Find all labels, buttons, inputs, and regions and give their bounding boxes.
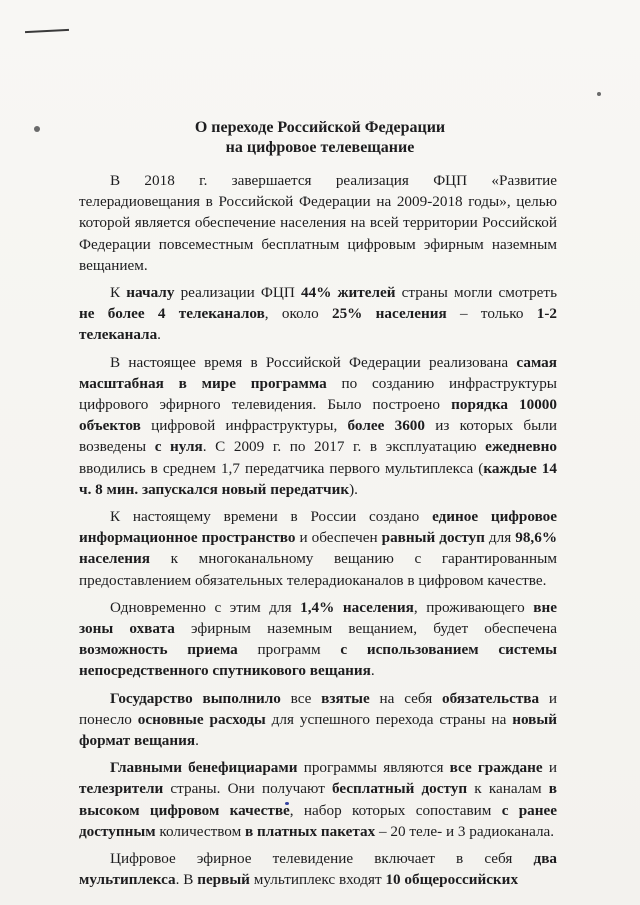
- text-run: ).: [349, 480, 358, 498]
- paragraph-8: [79, 848, 557, 890]
- pen-mark: [25, 29, 69, 33]
- bold-text: вне зоны охвата: [79, 598, 557, 638]
- paragraph-5: [79, 597, 557, 682]
- text-run: .: [157, 326, 161, 344]
- bold-text: Главными бенефициарами: [110, 759, 298, 777]
- text-run: из которых были возведены: [79, 417, 558, 456]
- text-run: эфирным наземным вещанием, будет обеспечена: [174, 620, 557, 638]
- paragraph-1: [79, 170, 557, 276]
- bold-text: все граждане: [449, 759, 543, 777]
- paragraph-7: [79, 757, 557, 842]
- bold-text: бесплатный доступ: [331, 780, 468, 798]
- bold-text: 44% жителей: [301, 284, 396, 302]
- text-run: вводились в среднем 1,7 передатчика первого мультиплекса (: [79, 459, 484, 477]
- text-run: В 2018 г. завершается реализация ФЦП «Развитие телерадиовещания в Российской Федерации на 2009-2018 годы», целью которой является обеспечение населения на всей территории Российской Федерации повсеместным бесплатным цифровым эфирным наземным вещанием.: [79, 172, 557, 274]
- text-run: мультиплекс входят: [249, 871, 386, 889]
- text-run: программ: [237, 641, 341, 659]
- bold-text: единое цифровое информационное пространство: [79, 508, 557, 547]
- text-run: к многоканальному вещанию с гарантированным предоставлением обязательных телерадиоканалов в цифровом качестве.: [79, 550, 557, 589]
- text-run: страны могли смотреть: [395, 284, 557, 302]
- title-line-1: О переходе Российской Федерации: [194, 119, 446, 136]
- bold-text: возможность приема: [79, 641, 238, 659]
- bold-text: с нуля: [154, 438, 203, 456]
- page-title: [0, 118, 640, 158]
- bold-text: обязательства: [442, 689, 540, 707]
- text-run: цифровой инфраструктуры,: [140, 417, 348, 435]
- text-run: – только: [446, 305, 537, 323]
- text-run: В настоящее время в Российской Федерации реализована: [110, 353, 517, 371]
- bold-text: не более 4 телеканалов: [79, 305, 265, 323]
- bold-text: новый формат вещания: [79, 710, 557, 750]
- bold-text: первый: [197, 871, 250, 889]
- bold-text: с ранее доступным: [79, 801, 558, 840]
- text-run: страны. Они получают: [163, 780, 332, 798]
- bold-text: ежедневно: [485, 438, 557, 456]
- bold-text: основные расходы: [137, 710, 266, 728]
- text-run: программы являются: [297, 759, 450, 777]
- text-run: – 20 теле- и 3 радиоканала.: [375, 822, 555, 840]
- bold-text: 98,6% населения: [79, 529, 557, 568]
- bold-text: каждые 14 ч. 8 мин. запускался новый передатчик: [79, 459, 557, 498]
- text-run: , проживающего: [413, 598, 534, 616]
- text-run: для успешного перехода страны на: [265, 710, 513, 728]
- bold-text: два мультиплекса: [79, 850, 557, 889]
- text-run: и: [542, 759, 557, 777]
- bold-text: телезрители: [79, 780, 164, 798]
- paragraph-4: [79, 506, 557, 591]
- bold-text: более 3600: [347, 417, 425, 435]
- title-line-2: на цифровое телевещание: [225, 139, 415, 156]
- document-body: [79, 170, 557, 897]
- text-run: Цифровое эфирное телевидение включает в себя: [110, 850, 534, 868]
- text-run: количеством: [155, 822, 245, 840]
- bold-text: 10 общероссийских: [385, 871, 519, 889]
- text-run: и понесло: [79, 689, 558, 728]
- bold-text: самая масштабная в мире программа: [79, 353, 557, 392]
- text-run: к каналам: [467, 780, 549, 798]
- paragraph-3: [79, 352, 557, 500]
- text-run: на себя: [369, 689, 442, 707]
- paragraph-2: [79, 282, 557, 346]
- bold-text: равный доступ: [381, 529, 485, 547]
- bold-text: взятые: [321, 689, 370, 707]
- bold-text: 1,4% населения: [300, 598, 414, 616]
- bold-text: Государство выполнило: [110, 689, 281, 707]
- text-run: . С 2009 г. по 2017 г. в эксплуатацию: [202, 438, 486, 456]
- text-run: К: [110, 284, 127, 302]
- bold-text: порядка 10000 объектов: [79, 396, 557, 435]
- text-run: .: [195, 732, 199, 750]
- text-run: , набор которых сопоставим: [289, 801, 502, 819]
- bold-text: в платных пакетах: [245, 822, 376, 840]
- text-run: . В: [175, 871, 198, 889]
- text-run: для: [484, 529, 516, 547]
- text-run: по созданию инфраструктуры цифрового эфирного телевидения. Было построено: [79, 374, 557, 414]
- paragraph-6: [79, 688, 557, 752]
- text-run: и обеспечен: [295, 529, 382, 547]
- text-run: Одновременно с этим для: [110, 598, 301, 616]
- text-run: .: [370, 662, 375, 680]
- bold-text: 1-2 телеканала: [79, 305, 557, 344]
- text-run: , около: [264, 305, 332, 323]
- bold-text: в высоком цифровом качестве: [79, 780, 557, 819]
- punch-mark: [597, 92, 601, 96]
- text-run: реализации ФЦП: [174, 284, 302, 302]
- bold-text: началу: [126, 284, 175, 302]
- bold-text: с использованием системы непосредственного спутникового вещания: [79, 641, 557, 680]
- text-run: К настоящему времени в России создано: [110, 508, 433, 526]
- text-run: все: [280, 689, 322, 707]
- bold-text: 25% населения: [331, 305, 447, 323]
